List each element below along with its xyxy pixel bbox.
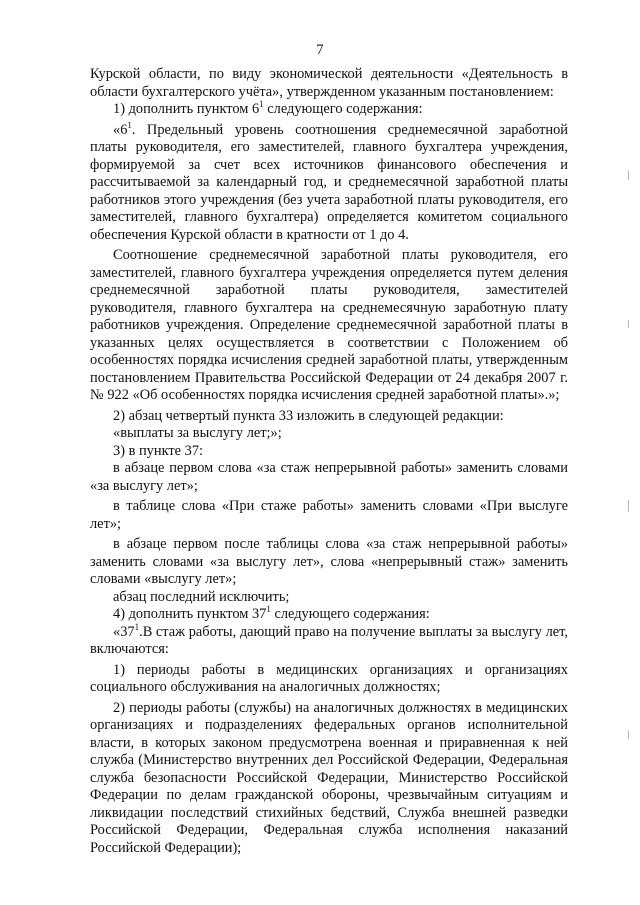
superscript: 1 [134, 621, 140, 632]
text-run: 1) дополнить пунктом 6 [113, 101, 260, 117]
paragraph-amendment-1 [90, 101, 568, 119]
paragraph-quote-seniority: «выплаты за выслугу лет;»; [113, 425, 282, 441]
paragraph-amendment-4 [90, 606, 568, 624]
paragraph-replace-after-table: в абзаце первом после таблицы слова «за стаж непрерывной работы» заменить словами «за выслугу лет», слова «непрерывный стаж» заменить словами «выслугу лет»; [90, 536, 568, 587]
scan-edge-marks [628, 170, 630, 770]
scan-mark [628, 320, 629, 328]
paragraph-amendment-2: 2) абзац четвертый пункта 33 изложить в следующей редакции: [113, 407, 504, 424]
text-run: следующего содержания: [263, 101, 423, 117]
paragraph-item-1: 1) периоды работы в медицинских организациях и организациях социального обслуживания на аналогичных должностях; [90, 661, 568, 695]
paragraph-replace-first: в абзаце первом слова «за стаж непрерывной работы» заменить словами «за выслугу лет»; [90, 460, 568, 494]
paragraph-item-2: 2) периоды работы (службы) на аналогичных должностях в медицинских организациях и подразделениях федеральных органов исполнительной власти, в которых законом предусмотрена военная и приравненная к ней служба (Министерство внутренних дел Российской Федерации, Федеральная служба безопасности Российской Федерации, Министерство Российской Федерации по делам гражданской обороны, чрезвычайным ситуациям и ликвидации последствий стихийных бедствий, Служба внешней разведки Российской Федерации, Федеральная служба исполнения наказаний Российской Федерации); [90, 699, 568, 856]
superscript: 1 [127, 119, 132, 130]
text-run: .В стаж работы, дающий право на получение выплаты за выслугу лет, включаются: [90, 623, 568, 657]
paragraph-ratio-definition: Соотношение среднемесячной заработной платы руководителя, его заместителей, главного бухгалтера учреждения определяется путем деления среднемесячной заработной платы руководителя, заместителей руководителя, главного бухгалтера на среднемесячную заработную плату работников учреждения. Определение среднемесячной заработной платы в указанных целях осуществляется в соответствии с Положением об особенностях порядка исчисления средней заработной платы, утвержденным постановлением Правительства Российской Федерации от 24 декабря 2007 г. № 922 «Об особенностях порядка исчисления средней заработной платы».»; [90, 247, 568, 403]
scan-mark [628, 170, 629, 180]
page-number: 7 [316, 42, 324, 58]
superscript: 1 [266, 604, 271, 614]
paragraph-clause-37-1 [90, 621, 568, 659]
text-run: «37 [113, 623, 135, 640]
scan-mark [628, 730, 629, 739]
scan-mark [628, 500, 629, 512]
paragraph-amendment-3: 3) в пункте 37: [113, 442, 204, 459]
text-run: «6 [113, 121, 128, 138]
paragraph-intro: Курской области, по виду экономической деятельности «Деятельность в области бухгалтерского учёта», утвержденном указанным постановлением: [90, 66, 568, 100]
paragraph-clause-6-1 [90, 119, 568, 245]
text-run: . Предельный уровень соотношения среднемесячной заработной платы руководителя, его заместителей, главного бухгалтера учреждения, формируемой за счет всех источников финансового обеспечения и рассчитываемой за календарный год, и среднемесячной заработной платы работников этого учреждения (без учета заработной платы руководителя, его заместителей, главного бухгалтера) определяется комитетом социального обеспечения Курской области в кратности от 1 до 4. [90, 121, 568, 243]
paragraph-exclude-last: абзац последний исключить; [113, 588, 290, 605]
text-run: следующего содержания: [270, 606, 430, 622]
document-body [90, 66, 568, 857]
superscript: 1 [259, 99, 264, 109]
paragraph-replace-table: в таблице слова «При стаже работы» заменить словами «При выслуге лет»; [90, 498, 568, 532]
text-run: 4) дополнить пунктом 37 [113, 606, 267, 622]
